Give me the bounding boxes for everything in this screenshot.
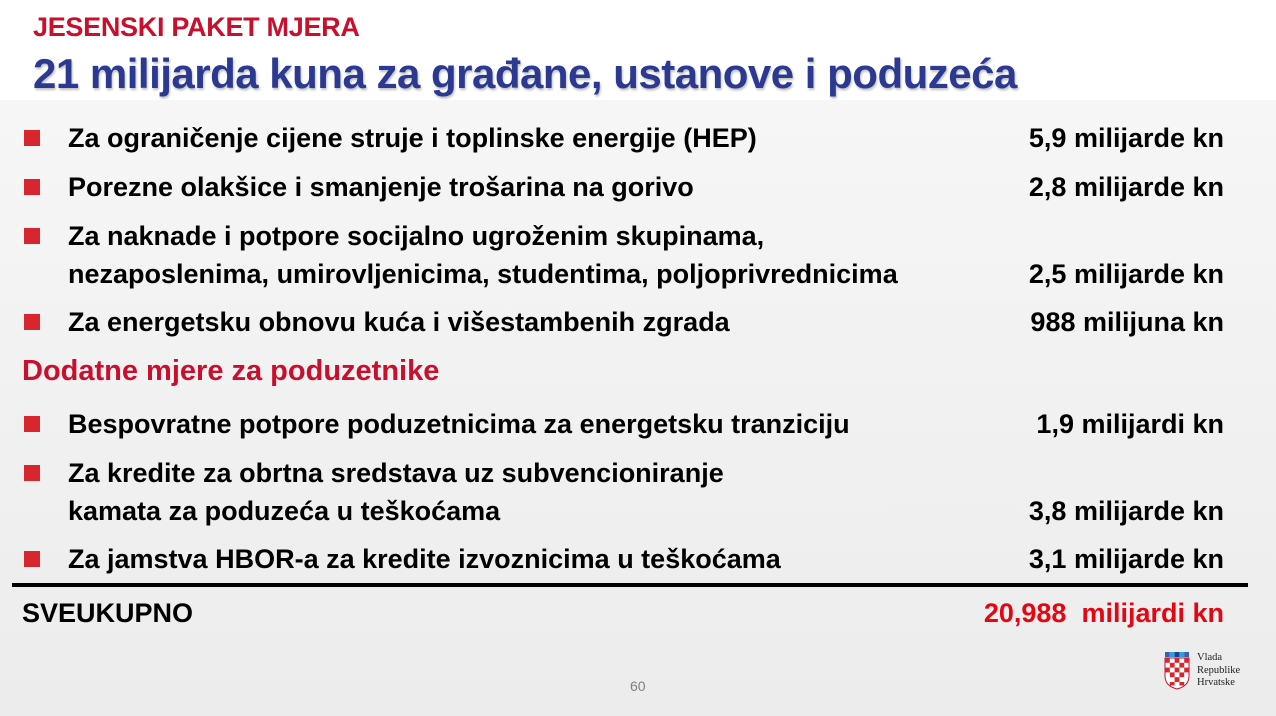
item-amount: 988 milijuna kn bbox=[1030, 307, 1224, 337]
item-text: Za jamstva HBOR-a za kredite izvoznicima u teškoćama bbox=[68, 544, 781, 574]
total-label: SVEUKUPNO bbox=[22, 598, 194, 628]
item-amount: 2,5 milijarde kn bbox=[1028, 259, 1224, 289]
bullet-icon bbox=[24, 416, 40, 432]
page-number: 60 bbox=[630, 678, 646, 694]
item-text: Bespovratne potpore poduzetnicima za energetsku tranziciju bbox=[68, 409, 850, 439]
item-text-line2: kamata za poduzeća u teškoćama bbox=[68, 496, 501, 526]
logo-line: Republike bbox=[1197, 664, 1241, 676]
bullet-icon bbox=[24, 130, 40, 146]
item-text: Za ograničenje cijene struje i toplinske energije (HEP) bbox=[68, 123, 757, 153]
item-text: Porezne olakšice i smanjenje trošarina na gorivo bbox=[68, 172, 694, 202]
logo-line: Hrvatske bbox=[1197, 677, 1235, 688]
total-value: 20,988 milijardi kn bbox=[983, 598, 1224, 628]
item-text-line1: Za naknade i potpore socijalno ugroženim skupinama, bbox=[68, 221, 765, 251]
item-text-line2: nezaposlenima, umirovljenicima, studentima, poljoprivrednicima bbox=[68, 259, 898, 289]
item-text: Za energetsku obnovu kuća i višestambenih zgrada bbox=[68, 307, 730, 337]
slide-kicker: JESENSKI PAKET MJERA bbox=[33, 12, 360, 42]
bullet-icon bbox=[24, 179, 40, 195]
bullet-icon bbox=[24, 228, 40, 244]
slide-title: 21 milijarda kuna za građane, ustanove i poduzeća bbox=[33, 50, 1017, 97]
total-divider bbox=[12, 583, 1248, 587]
bullet-icon bbox=[24, 465, 40, 481]
item-amount: 2,8 milijarde kn bbox=[1028, 172, 1224, 202]
item-amount: 3,8 milijarde kn bbox=[1028, 496, 1224, 526]
item-amount: 5,9 milijarde kn bbox=[1028, 123, 1224, 153]
section-heading: Dodatne mjere za poduzetnike bbox=[22, 355, 440, 387]
logo-line: Vlada bbox=[1197, 652, 1223, 663]
government-logo bbox=[1163, 652, 1253, 692]
item-text-line1: Za kredite za obrtna sredstava uz subvencioniranje bbox=[68, 458, 724, 488]
croatian-coat-of-arms-icon bbox=[1163, 652, 1191, 690]
logo-text bbox=[1197, 652, 1240, 690]
bullet-icon bbox=[24, 551, 40, 567]
bullet-icon bbox=[24, 314, 40, 330]
item-amount: 1,9 milijardi kn bbox=[1036, 409, 1224, 439]
item-amount: 3,1 milijarde kn bbox=[1028, 544, 1224, 574]
